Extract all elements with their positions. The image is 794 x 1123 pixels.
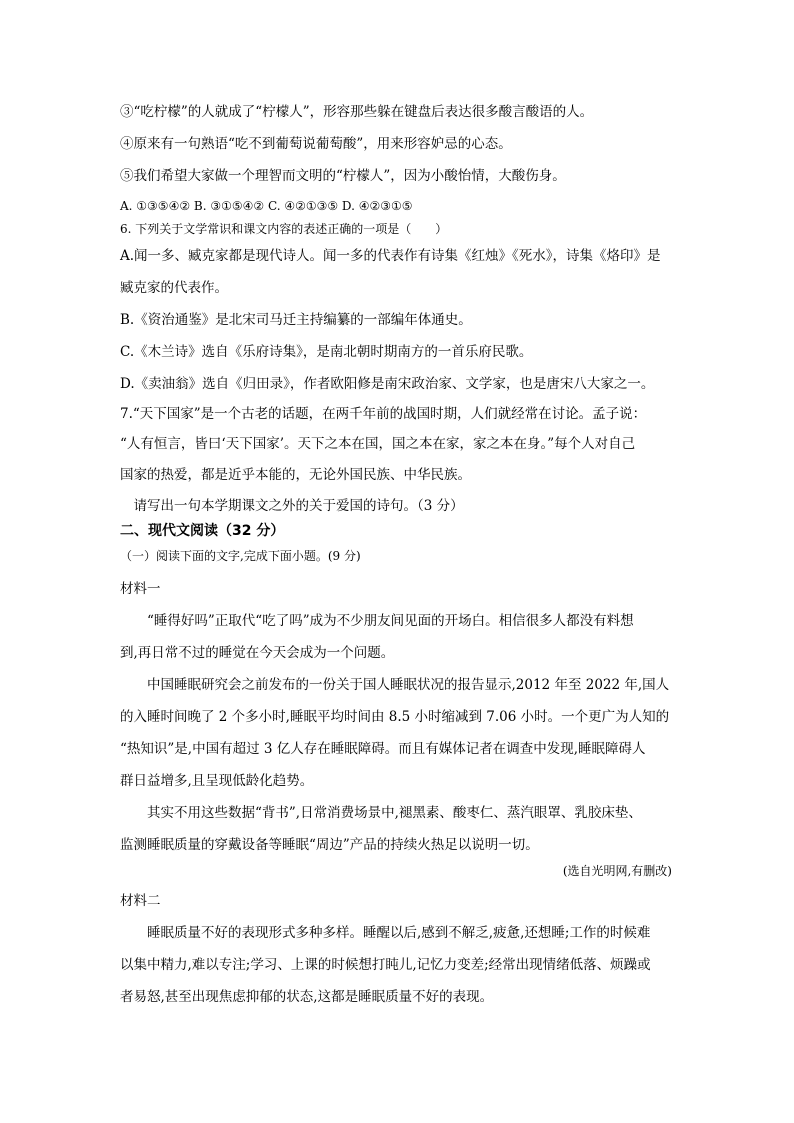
option-line-4: ④原来有一句熟语“吃不到葡萄说葡萄酸”，用来形容妒忌的心态。 xyxy=(120,136,512,152)
material-1-para3: 其实不用这些数据“背书”,日常消费场景中,褪黑素、酸枣仁、蒸汽眼罩、乳胶床垫、 xyxy=(120,805,642,821)
material-1-para3-cont: 监测睡眠质量的穿戴设备等睡眠“周边”产品的持续火热足以说明一切。 xyxy=(120,837,539,853)
section-heading: 二、现代文阅读（32 分） xyxy=(120,523,285,539)
material-2-para1-l2: 以集中精力,难以专注;学习、上课的时候想打盹儿,记忆力变差;经常出现情绪低落、烦躁或 xyxy=(120,957,651,973)
q6-option-d: D.《卖油翁》选自《归田录》，作者欧阳修是南宋政治家、文学家，也是唐宋八大家之一。 xyxy=(120,376,655,392)
question-7-quote: “人有恒言，皆曰‘天下国家’。天下之本在国，国之本在家，家之本在身。”每个人对自己 xyxy=(120,436,636,452)
q6-option-a: A.闻一多、臧克家都是现代诗人。闻一多的代表作有诗集《红烛》《死水》，诗集《烙印》是 xyxy=(120,248,661,264)
subsection-heading: （一）阅读下面的文字,完成下面小题。(9 分) xyxy=(120,549,361,563)
material-1-para1: “睡得好吗”正取代“吃了吗”成为不少朋友间见面的开场白。相信很多人都没有料想 xyxy=(120,613,634,629)
q6-option-c: C.《木兰诗》选自《乐府诗集》，是南北朝时期南方的一首乐府民歌。 xyxy=(120,344,533,360)
source-note: (选自光明网,有删改) xyxy=(562,864,672,878)
option-line-3: ③“吃柠檬”的人就成了“柠檬人”，形容那些躲在键盘后表达很多酸言酸语的人。 xyxy=(120,104,594,120)
material-2-para1-l3: 者易怒,甚至出现焦虑抑郁的状态,这都是睡眠质量不好的表现。 xyxy=(120,989,494,1005)
question-7-prompt: 请写出一句本学期课文之外的关于爱国的诗句。（3 分） xyxy=(120,498,464,514)
question-7-stem: 7.“天下国家”是一个古老的话题，在两千年前的战国时期，人们就经常在讨论。孟子说： xyxy=(120,406,647,422)
material-1-para2: 中国睡眠研究会之前发布的一份关于国人睡眠状况的报告显示,2012 年至 2022 年,国人 xyxy=(120,677,670,693)
material-1-para1-cont: 到,再日常不过的睡觉在今天会成为一个问题。 xyxy=(120,645,395,661)
material-1-label: 材料一 xyxy=(120,581,161,597)
material-1-para2-l4: 群日益增多,且呈现低龄化趋势。 xyxy=(120,773,314,789)
material-1-para2-l2: 的入睡时间晚了 2 个多小时,睡眠平均时间由 8.5 小时缩减到 7.06 小时。一个更广为人知的 xyxy=(120,709,670,725)
question-6-stem: 6. 下列关于文学常识和课文内容的表述正确的一项是（ ） xyxy=(120,222,448,236)
material-2-para1: 睡眠质量不好的表现形式多种多样。睡醒以后,感到不解乏,疲惫,还想睡;工作的时候难 xyxy=(120,925,651,941)
material-1-para2-l3: “热知识”是,中国有超过 3 亿人存在睡眠障碍。而且有媒体记者在调查中发现,睡眠障碍人 xyxy=(120,741,646,757)
answer-choices-q5: A. ①③⑤④② B. ③①⑤④② C. ④②①③⑤ D. ④②③①⑤ xyxy=(120,199,413,213)
q6-option-b: B.《资治通鉴》是北宋司马迁主持编纂的一部编年体通史。 xyxy=(120,312,472,328)
q6-option-a-cont: 臧克家的代表作。 xyxy=(120,280,228,296)
option-line-5: ⑤我们希望大家做一个理智而文明的“柠檬人”，因为小酸怡情，大酸伤身。 xyxy=(120,168,566,184)
material-2-label: 材料二 xyxy=(120,893,161,909)
question-7-cont: 国家的热爱，都是近乎本能的，无论外国民族、中华民族。 xyxy=(120,467,471,483)
